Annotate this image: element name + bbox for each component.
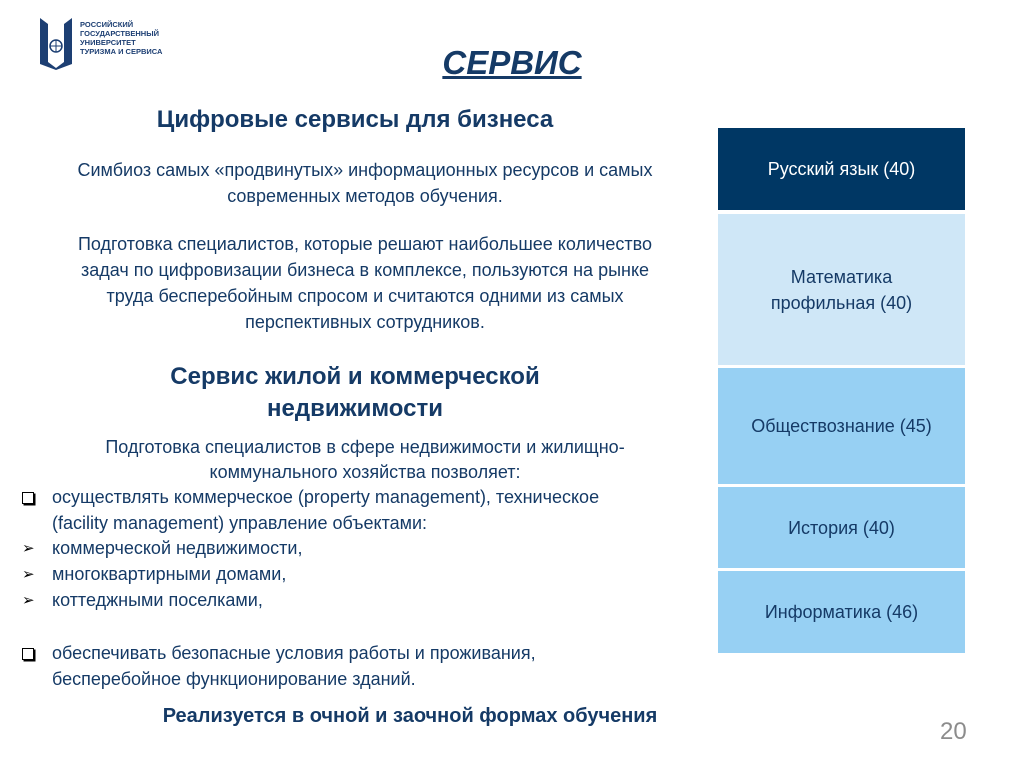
logo-line: ТУРИЗМА И СЕРВИСА	[80, 47, 163, 56]
text-line: коммерческой недвижимости,	[52, 538, 303, 558]
arrow-bullet-icon: ➢	[22, 592, 35, 609]
arrow-bullet-icon: ➢	[22, 540, 35, 557]
subject-box-history	[718, 487, 965, 568]
text-line: перспективных сотрудников.	[245, 312, 485, 332]
paragraph-training	[10, 231, 720, 335]
heading-line: недвижимости	[267, 395, 443, 422]
text-line: профильная (40)	[770, 292, 913, 313]
text-line: обеспечивать безопасные условия работы и проживания,	[52, 643, 536, 663]
text-line: бесперебойное функционирование зданий.	[52, 668, 416, 689]
text-line: многоквартирными домами,	[52, 564, 287, 584]
text-line: Подготовка специалистов в сфере недвижимости и жилищно-	[105, 437, 625, 457]
logo-line: РОССИЙСКИЙ	[80, 20, 134, 29]
logo-line: ГОСУДАРСТВЕННЫЙ	[80, 29, 159, 38]
paragraph-symbiosis	[10, 157, 720, 209]
subject-label: Информатика (46)	[764, 602, 919, 622]
sub-list-item	[22, 588, 263, 614]
text-line: осуществлять коммерческое (property management), техническое	[52, 487, 600, 507]
checkbox-bullet-icon	[22, 492, 34, 504]
subject-label: Русский язык (40)	[767, 159, 916, 179]
logo-line: УНИВЕРСИТЕТ	[80, 38, 136, 47]
text-line: современных методов обучения.	[227, 186, 503, 206]
subject-box-social	[718, 368, 965, 484]
text-line: Симбиоз самых «продвинутых» информационных ресурсов и самых	[77, 160, 653, 180]
text-line: Подготовка специалистов, которые решают наибольшее количество	[77, 234, 653, 254]
sub-list-item	[22, 536, 303, 562]
text-line: Математика	[790, 266, 893, 287]
text-line: коммунального хозяйства позволяет:	[209, 462, 521, 482]
subject-box-russian	[718, 128, 965, 210]
paragraph-realestate-intro	[10, 435, 720, 485]
heading-line: Сервис жилой и коммерческой	[170, 363, 540, 390]
section-heading-realestate	[40, 361, 670, 425]
text-line: труда бесперебойным спросом и считаются одними из самых	[106, 286, 624, 306]
subject-label	[771, 264, 912, 316]
list-item	[52, 485, 712, 536]
section-heading-digital: Цифровые сервисы для бизнеса	[156, 106, 554, 133]
subject-label: Обществознание (45)	[751, 416, 932, 436]
study-forms-note: Реализуется в очной и заочной формах обучения	[162, 705, 658, 727]
slide-title: СЕРВИС	[442, 44, 582, 81]
list-item	[52, 641, 712, 692]
page-number: 20	[940, 718, 967, 745]
arrow-bullet-icon: ➢	[22, 566, 35, 583]
subject-box-informatics	[718, 571, 965, 653]
text-line: задач по цифровизации бизнеса в комплексе, пользуются на рынке	[80, 260, 650, 280]
subject-label: История (40)	[788, 517, 895, 538]
text-line: (facility management) управление объектами:	[52, 512, 428, 533]
text-line: коттеджными поселками,	[52, 590, 263, 610]
subject-box-math	[718, 214, 965, 365]
checkbox-bullet-icon	[22, 648, 34, 660]
sub-list-item	[22, 562, 287, 588]
